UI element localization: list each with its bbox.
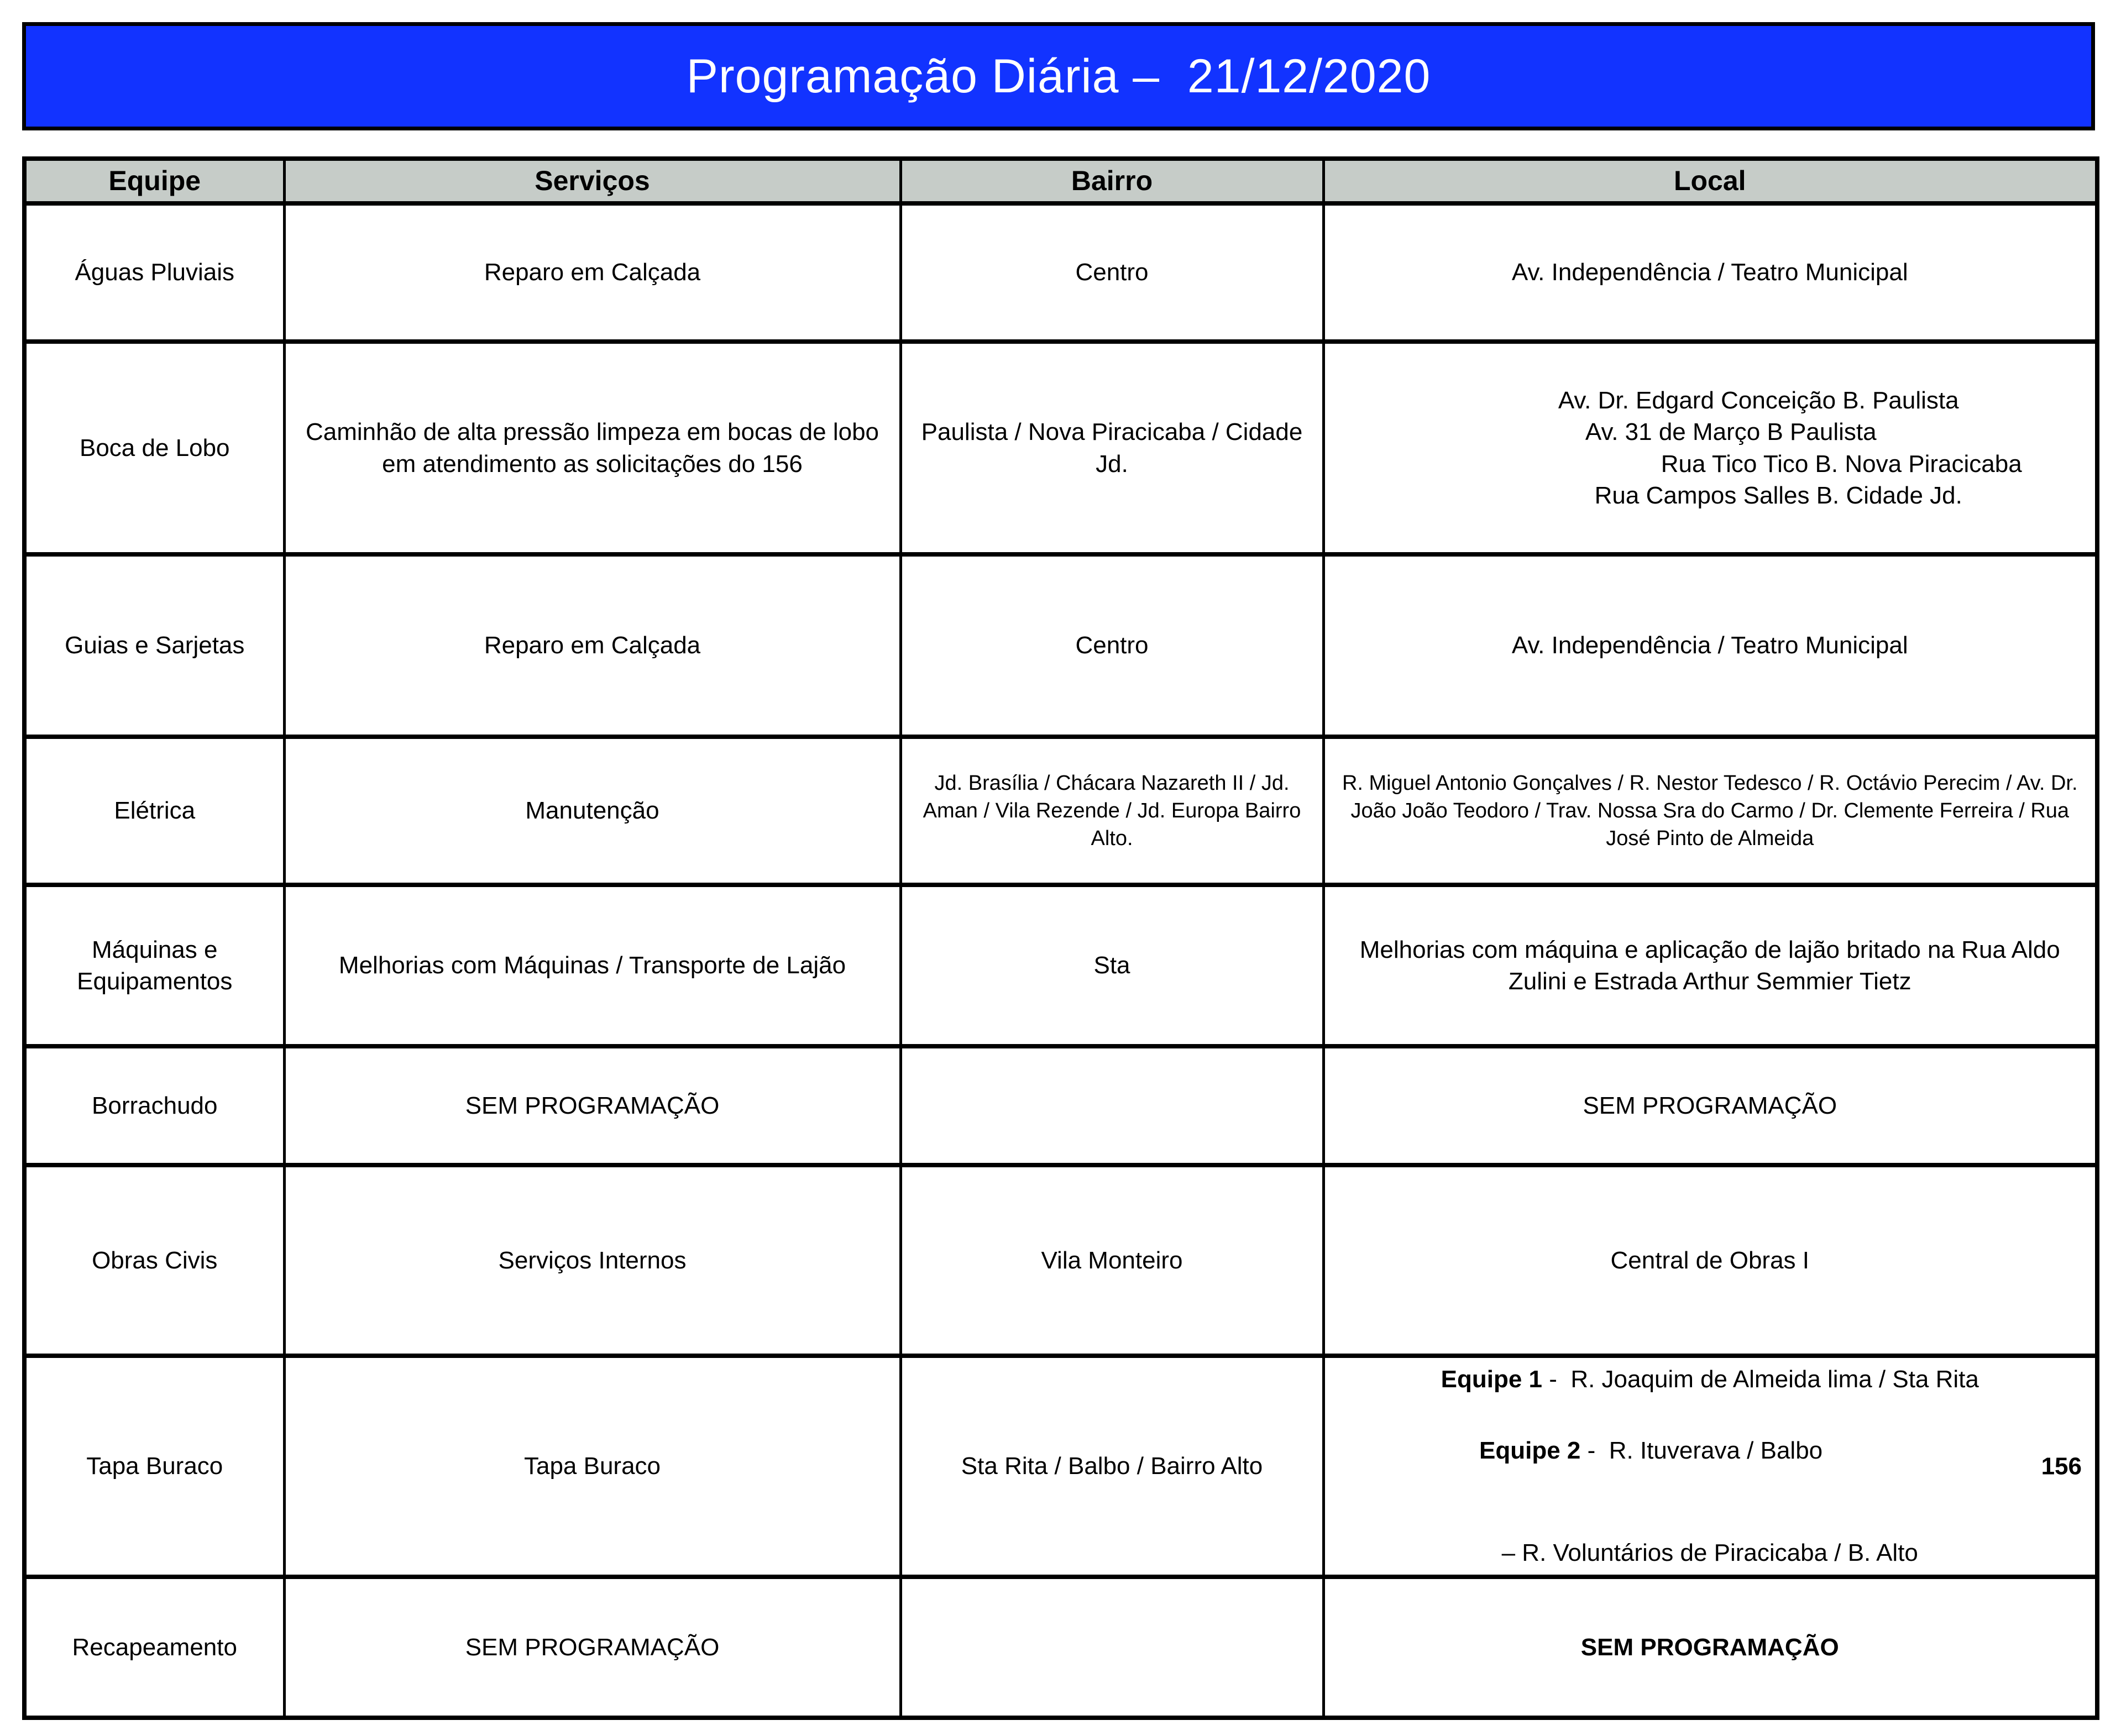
local-line: Rua Tico Tico B. Nova Piracicaba (1661, 450, 2022, 478)
equipe1-line (1334, 1363, 2087, 1395)
cell-servicos: SEM PROGRAMAÇÃO (284, 1046, 900, 1165)
local-equipes-block (1334, 1363, 2087, 1569)
equipe1-text: - R. Joaquim de Almeida lima / Sta Rita (1542, 1366, 1979, 1393)
equipe2-line (1334, 1403, 2087, 1530)
table-row (24, 1165, 2097, 1356)
header-row (24, 159, 2097, 203)
cell-servicos: Reparo em Calçada (284, 203, 900, 342)
cell-local (1323, 1356, 2097, 1577)
table-row (24, 1046, 2097, 1165)
table-row (24, 737, 2097, 885)
cell-equipe: Borrachudo (24, 1046, 284, 1165)
cell-equipe: Máquinas e Equipamentos (24, 885, 284, 1046)
cell-bairro: Sta (900, 885, 1323, 1046)
cell-bairro: Jd. Brasília / Chácara Nazareth II / Jd. Aman / Vila Rezende / Jd. Europa Bairro Alto. (900, 737, 1323, 885)
cell-bairro: Centro (900, 203, 1323, 342)
cell-equipe: Obras Civis (24, 1165, 284, 1356)
cell-equipe: Guias e Sarjetas (24, 554, 284, 737)
cell-servicos: Melhorias com Máquinas / Transporte de Lajão (284, 885, 900, 1046)
cell-servicos: Caminhão de alta pressão limpeza em bocas de lobo em atendimento as solicitações do 156 (284, 342, 900, 554)
local-line: Av. Dr. Edgard Conceição B. Paulista (1558, 387, 1959, 415)
cell-equipe: Elétrica (24, 737, 284, 885)
cell-servicos: SEM PROGRAMAÇÃO (284, 1577, 900, 1718)
equipe2-label: Equipe 2 (1479, 1436, 1581, 1464)
title-bar (22, 22, 2095, 130)
cell-bairro (900, 1577, 1323, 1718)
col-header-bairro: Bairro (900, 159, 1323, 203)
cell-local (1323, 342, 2097, 554)
cell-local: SEM PROGRAMAÇÃO (1323, 1046, 2097, 1165)
cell-equipe: Águas Pluviais (24, 203, 284, 342)
equipe2-text: - R. Ituverava / Balbo (1580, 1436, 1823, 1464)
equipe2-continuation-line: – R. Voluntários de Piracicaba / B. Alto (1501, 1539, 1918, 1567)
cell-servicos: Serviços Internos (284, 1165, 900, 1356)
table-row (24, 885, 2097, 1046)
table-row (24, 1577, 2097, 1718)
page-title: Programação Diária – 21/12/2020 (686, 49, 1431, 103)
cell-equipe: Boca de Lobo (24, 342, 284, 554)
table-row (24, 342, 2097, 554)
cell-local: Central de Obras I (1323, 1165, 2097, 1356)
schedule-table (22, 156, 2099, 1720)
cell-servicos: Manutenção (284, 737, 900, 885)
local-line: Rua Campos Salles B. Cidade Jd. (1594, 481, 1962, 509)
cell-local: Av. Independência / Teatro Municipal (1323, 554, 2097, 737)
table-row (24, 554, 2097, 737)
cell-bairro: Centro (900, 554, 1323, 737)
col-header-servicos: Serviços (284, 159, 900, 203)
cell-equipe: Recapeamento (24, 1577, 284, 1718)
cell-servicos: Tapa Buraco (284, 1356, 900, 1577)
cell-local: Melhorias com máquina e aplicação de lajão britado na Rua Aldo Zulini e Estrada Arthur Semmier Tietz (1323, 885, 2097, 1046)
cell-equipe: Tapa Buraco (24, 1356, 284, 1577)
cell-local: R. Miguel Antonio Gonçalves / R. Nestor Tedesco / R. Octávio Perecim / Av. Dr. João João Teodoro / Trav. Nossa Sra do Carmo / Dr. Clemente Ferreira / Rua José Pinto de Almeida (1323, 737, 2097, 885)
badge-156: 156 (2041, 1452, 2082, 1480)
cell-bairro: Vila Monteiro (900, 1165, 1323, 1356)
col-header-local: Local (1323, 159, 2097, 203)
local-line: Av. 31 de Março B Paulista (1585, 418, 1877, 446)
table-row (24, 203, 2097, 342)
cell-local: Av. Independência / Teatro Municipal (1323, 203, 2097, 342)
cell-local: SEM PROGRAMAÇÃO (1323, 1577, 2097, 1718)
equipe1-label: Equipe 1 (1441, 1366, 1542, 1393)
table-row (24, 1356, 2097, 1577)
cell-bairro: Paulista / Nova Piracicaba / Cidade Jd. (900, 342, 1323, 554)
cell-bairro: Sta Rita / Balbo / Bairro Alto (900, 1356, 1323, 1577)
cell-bairro (900, 1046, 1323, 1165)
col-header-equipe: Equipe (24, 159, 284, 203)
cell-servicos: Reparo em Calçada (284, 554, 900, 737)
